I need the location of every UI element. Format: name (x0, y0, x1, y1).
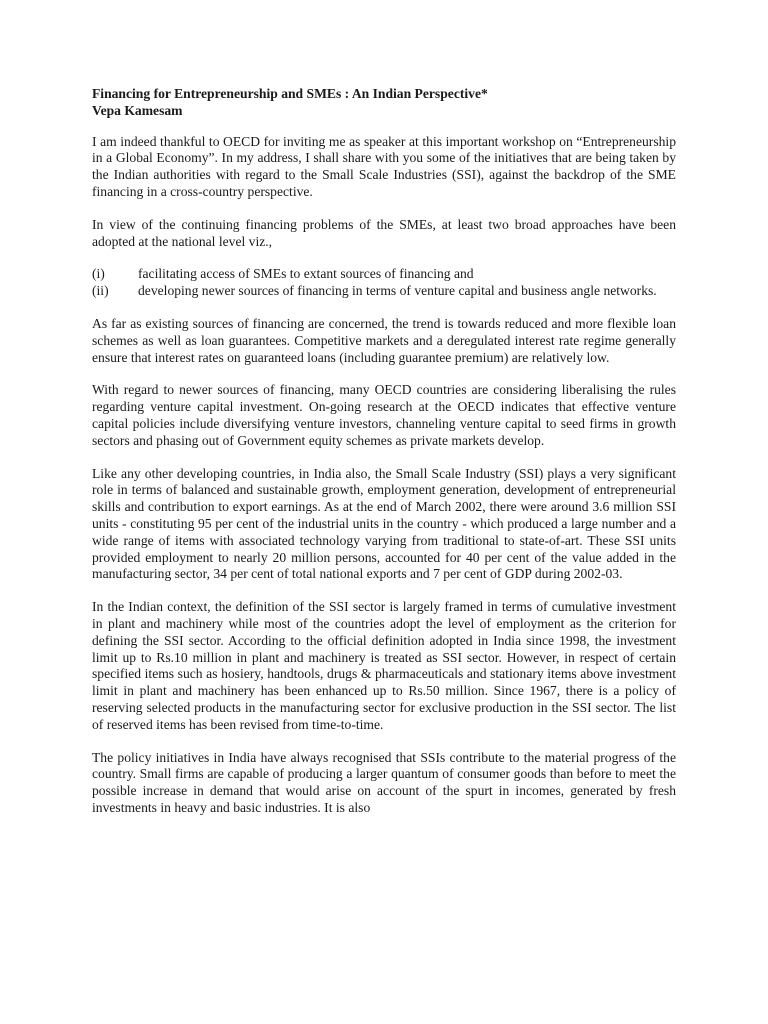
paragraph-ssi-definition: In the Indian context, the definition of the SSI sector is largely framed in terms of cumulative investment in plant and machinery while most of the countries adopt the level of employment as the criterion for defining the SSI sector. According to the official definition adopted in India since 1998, the investment limit up to Rs.10 million in plant and machinery is treated as SSI sector. However, in respect of certain specified items such as hosiery, handtools, drugs & pharmaceuticals and stationary items above investment limit in plant and machinery has been enhanced up to Rs.50 million. Since 1967, there is a policy of reserving selected products in the manufacturing sector for exclusive production in the SSI sector. The list of reserved items has been revised from time-to-time. (92, 599, 676, 732)
list-item (92, 266, 676, 283)
title-block (92, 86, 676, 120)
list-item (92, 283, 676, 300)
paragraph-intro: I am indeed thankful to OECD for inviting me as speaker at this important workshop on “Entrepreneurship in a Global Economy”. In my address, I shall share with you some of the initiatives that are being taken by the Indian authorities with regard to the Small Scale Industries (SSI), against the backdrop of the SME financing in a cross-country perspective. (92, 133, 676, 199)
document-title: Financing for Entrepreneurship and SMEs : An Indian Perspective* (92, 86, 488, 101)
document-author: Vepa Kamesam (92, 102, 183, 118)
document-page (92, 86, 676, 817)
paragraph-existing-sources: As far as existing sources of financing are concerned, the trend is towards reduced and more flexible loan schemes as well as loan guarantees. Competitive markets and a deregulated interest rate regime generally ensure that interest rates on guaranteed loans (including guarantee premium) are relatively low. (92, 315, 676, 365)
list-item-text: facilitating access of SMEs to extant sources of financing and (138, 266, 474, 282)
paragraph-policy-initiatives: The policy initiatives in India have always recognised that SSIs contribute to the material progress of the country. Small firms are capable of producing a larger quantum of consumer goods than before to meet the possible increase in demand that would arise on account of the spurt in incomes, generated by fresh investments in heavy and basic industries. It is also (92, 749, 676, 815)
paragraph-approaches: In view of the continuing financing problems of the SMEs, at least two broad approaches have been adopted at the national level viz., (92, 216, 676, 249)
paragraph-ssi-role: Like any other developing countries, in India also, the Small Scale Industry (SSI) plays a very significant role in terms of balanced and sustainable growth, employment generation, development of entrepreneurial skills and contribution to export earnings. As at the end of March 2002, there were around 3.6 million SSI units - constituting 95 per cent of the industrial units in the country - which produced a large number and a wide range of items with associated technology varying from traditional to state-of-art. These SSI units provided employment to nearly 20 million persons, accounted for 40 per cent of the value added in the manufacturing sector, 34 per cent of total national exports and 7 per cent of GDP during 2002-03. (92, 465, 676, 582)
list-item-number: (ii) (92, 283, 109, 299)
approaches-list (92, 266, 676, 300)
list-item-text: developing newer sources of financing in terms of venture capital and business angle networks. (138, 283, 657, 299)
paragraph-newer-sources: With regard to newer sources of financing, many OECD countries are considering liberalising the rules regarding venture capital investment. On-going research at the OECD indicates that effective venture capital policies include diversifying venture investors, channeling venture capital to seed firms in growth sectors and phasing out of Government equity schemes as private markets develop. (92, 382, 676, 448)
list-item-number: (i) (92, 266, 105, 282)
